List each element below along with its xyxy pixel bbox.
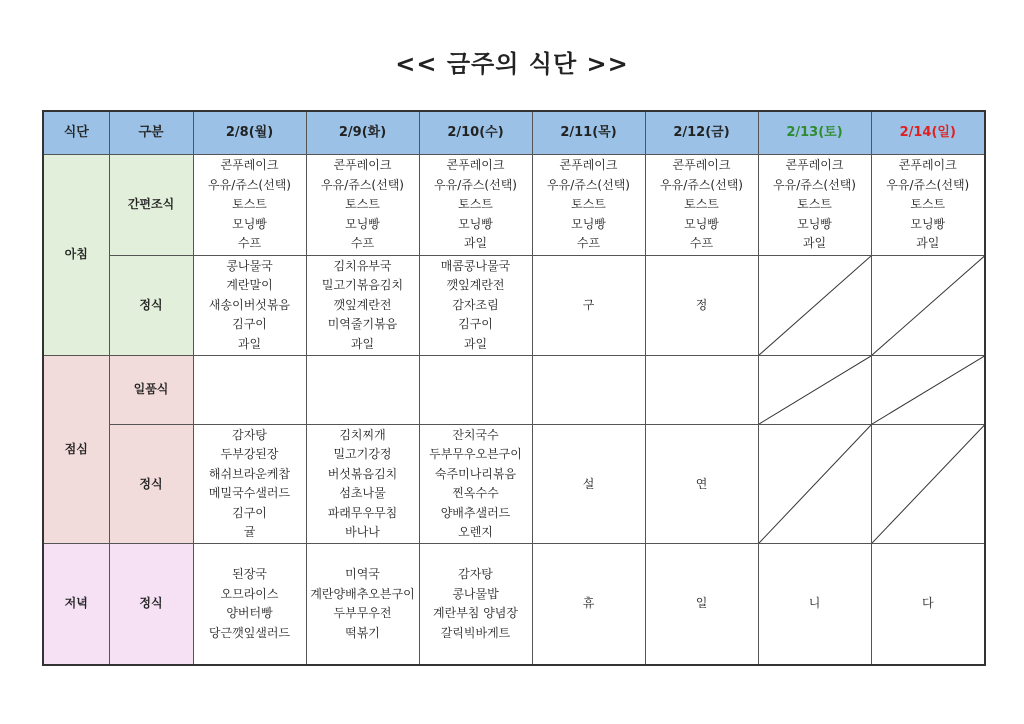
diagonal-empty-cell [871,425,985,544]
header-day-thu: 2/11(목) [532,111,645,155]
menu-item: 계란양배추오븐구이 [310,586,415,601]
diagonal-empty-cell [758,425,871,544]
menu-item: 바나나 [345,525,380,540]
menu-cell [645,425,758,544]
menu-item: 깻잎계란전 [333,297,392,312]
menu-cell [532,544,645,665]
breakfast-simple-row [43,155,985,256]
menu-item: 과일 [463,236,488,251]
menu-item: 두부무우전 [333,606,392,621]
meal-breakfast: 아침 [43,155,109,356]
menu-item: 우유/쥬스(선택) [773,177,856,192]
menu-cell [193,155,306,256]
header-day-tue: 2/9(화) [306,111,419,155]
diagonal-empty-cell [758,256,871,356]
menu-item: 파래무우무침 [327,505,398,520]
menu-item: 계란부침 양념장 [433,606,518,621]
header-day-mon: 2/8(월) [193,111,306,155]
menu-item: 모닝빵 [797,216,832,231]
menu-item: 섬초나물 [339,486,386,501]
menu-cell [419,256,532,356]
menu-item: 오렌지 [458,525,493,540]
page-title: << 금주의 식단 >> [395,50,629,78]
menu-cell [645,544,758,665]
menu-item: 과일 [463,336,488,351]
menu-item: 정 [695,297,708,312]
type-set-lunch: 정식 [109,425,193,544]
menu-item: 된장국 [232,567,267,582]
menu-cell [758,155,871,256]
menu-item: 휴 [582,596,595,611]
menu-item: 토스트 [797,197,832,212]
menu-item: 콘푸레이크 [220,158,279,173]
menu-item: 미역줄기볶음 [327,317,398,332]
menu-item: 수프 [689,236,714,251]
menu-cell [532,155,645,256]
menu-item: 과일 [237,336,262,351]
menu-item: 미역국 [345,567,380,582]
menu-item: 김구이 [232,505,267,520]
menu-cell [306,256,419,356]
menu-item: 우유/쥬스(선택) [886,177,970,192]
menu-cell [645,256,758,356]
menu-cell [871,155,985,256]
menu-cell [193,425,306,544]
menu-item: 토스트 [232,197,267,212]
breakfast-set-row [43,256,985,356]
header-meal: 식단 [43,111,109,155]
header-day-sat: 2/13(토) [758,111,871,155]
menu-item: 수프 [350,236,375,251]
type-simple-breakfast: 간편조식 [109,155,193,256]
menu-item: 다 [921,596,934,611]
menu-item: 과일 [802,236,827,251]
menu-item: 모닝빵 [232,216,267,231]
menu-cell [419,155,532,256]
menu-cell [306,425,419,544]
menu-cell [532,256,645,356]
menu-item: 숙주미나리볶음 [434,466,517,481]
menu-item: 깻잎계란전 [446,278,505,293]
header-day-wed: 2/10(수) [419,111,532,155]
menu-item: 토스트 [345,197,380,212]
menu-item: 매콤콩나물국 [440,258,511,273]
menu-item: 메밀국수샐러드 [208,486,291,501]
type-set-breakfast: 정식 [109,256,193,356]
menu-cell [193,544,306,665]
header-row [43,111,985,155]
menu-item: 오므라이스 [220,586,279,601]
menu-item: 당근깻잎샐러드 [208,625,291,640]
menu-cell [758,544,871,665]
menu-item: 콘푸레이크 [446,158,505,173]
menu-item: 김치유부국 [333,258,392,273]
menu-item: 구 [582,297,595,312]
menu-cell-empty [532,356,645,425]
menu-cell [306,155,419,256]
menu-item: 두부무우오븐구이 [429,447,522,462]
menu-item: 밀고기강정 [333,447,392,462]
menu-item: 모닝빵 [458,216,493,231]
menu-item: 토스트 [910,197,946,212]
menu-item: 계란말이 [226,278,273,293]
menu-cell [645,155,758,256]
diagonal-empty-cell [758,356,871,425]
menu-item: 일 [695,596,708,611]
menu-item: 밀고기볶음김치 [321,278,404,293]
lunch-set-row [43,425,985,544]
menu-item: 김구이 [458,317,493,332]
menu-item: 우유/쥬스(선택) [321,177,404,192]
menu-item: 잔치국수 [452,427,499,442]
menu-item: 콘푸레이크 [559,158,618,173]
menu-item: 우유/쥬스(선택) [208,177,291,192]
menu-item: 감자조림 [452,297,499,312]
menu-item: 김치찌개 [339,427,386,442]
menu-item: 과일 [350,336,375,351]
menu-item: 우유/쥬스(선택) [660,177,743,192]
menu-item: 양버터빵 [226,606,273,621]
menu-cell [306,544,419,665]
menu-item: 콘푸레이크 [898,158,957,173]
dinner-set-row [43,544,985,665]
menu-item: 토스트 [684,197,719,212]
menu-item: 떡볶기 [345,625,380,640]
menu-item: 콘푸레이크 [785,158,844,173]
menu-cell [871,544,985,665]
menu-item: 김구이 [232,317,267,332]
menu-cell [419,425,532,544]
menu-item: 감자탕 [232,427,267,442]
menu-item: 수프 [237,236,262,251]
menu-item: 콩나물밥 [452,586,499,601]
menu-item: 설 [582,476,595,491]
menu-item: 과일 [916,236,940,251]
menu-item: 모닝빵 [684,216,719,231]
menu-item: 갈릭빅바게트 [440,625,511,640]
menu-item: 우유/쥬스(선택) [434,177,517,192]
menu-item: 콩나물국 [226,258,273,273]
menu-item: 콘푸레이크 [333,158,392,173]
menu-item: 감자탕 [458,567,493,582]
menu-item: 버섯볶음김치 [327,466,398,481]
menu-item: 토스트 [571,197,606,212]
menu-item: 수프 [576,236,601,251]
header-day-sun: 2/14(일) [871,111,985,155]
menu-cell [419,544,532,665]
weekly-menu-table [42,110,986,666]
menu-item: 새송이버섯볶음 [208,297,291,312]
menu-item: 토스트 [458,197,493,212]
menu-item: 모닝빵 [910,216,946,231]
menu-item: 해쉬브라운케찹 [208,466,291,481]
menu-cell [532,425,645,544]
menu-item: 모닝빵 [345,216,380,231]
type-set-dinner: 정식 [109,544,193,665]
menu-cell-empty [645,356,758,425]
menu-item: 두부강된장 [220,447,279,462]
diagonal-empty-cell [871,256,985,356]
menu-item: 양배추샐러드 [440,505,511,520]
menu-cell-empty [419,356,532,425]
type-single-lunch: 일품식 [109,356,193,425]
meal-lunch: 점심 [43,356,109,544]
header-day-fri: 2/12(금) [645,111,758,155]
header-type: 구분 [109,111,193,155]
menu-item: 귤 [243,525,256,540]
menu-item: 니 [808,596,821,611]
diagonal-empty-cell [871,356,985,425]
menu-item: 연 [695,476,708,491]
menu-cell [193,256,306,356]
menu-item: 콘푸레이크 [672,158,731,173]
menu-item: 찐옥수수 [452,486,499,501]
menu-item: 모닝빵 [571,216,606,231]
meal-dinner: 저녁 [43,544,109,665]
menu-cell-empty [193,356,306,425]
menu-item: 우유/쥬스(선택) [547,177,630,192]
lunch-single-row [43,356,985,425]
menu-cell-empty [306,356,419,425]
